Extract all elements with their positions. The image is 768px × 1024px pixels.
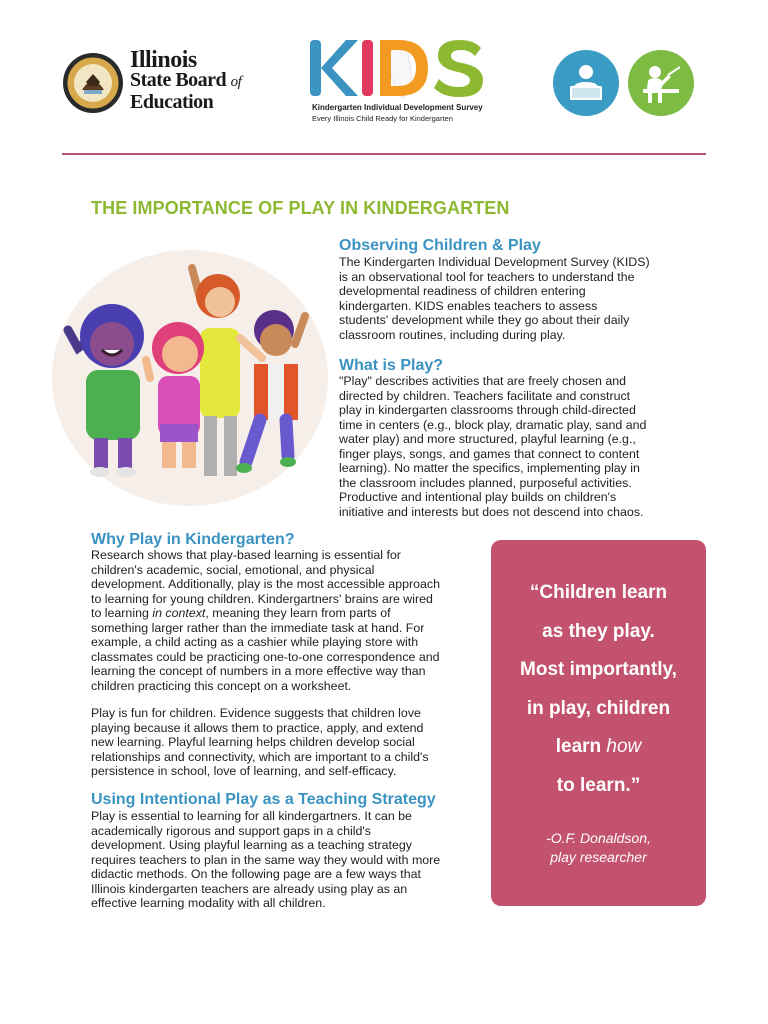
isbe-line-state-board: State Board of bbox=[130, 69, 242, 91]
illinois-state-seal-logo bbox=[62, 52, 124, 114]
what-is-play-line: play in kindergarten classrooms through child-directed bbox=[339, 403, 636, 417]
what-is-play-paragraph bbox=[339, 374, 684, 519]
what-is-play-line: learning). No matter the specifics, implementing play in bbox=[339, 461, 640, 475]
why-play-line: relationships and connectivity, which are important to a child's bbox=[91, 749, 429, 764]
why-play-line: classmates could be practicing one-to-one correspondence and bbox=[91, 649, 440, 664]
intentional-line: effective learning modality with all children. bbox=[91, 896, 326, 910]
why-play-line: Research shows that play-based learning is essential for bbox=[91, 548, 401, 562]
what-is-play-line: time in centers (e.g., block play, dramatic play, sand and bbox=[339, 417, 647, 432]
in-context-emphasis: in context bbox=[152, 606, 206, 620]
playing-children-illustration bbox=[50, 248, 330, 513]
intentional-line: Play is essential to learning for all kindergartners. It can be bbox=[91, 809, 412, 823]
intentional-line: Illinois kindergarten teachers are already using play as an bbox=[91, 881, 408, 896]
kids-subtitle: Kindergarten Individual Development Survey bbox=[312, 103, 483, 112]
observing-line: classroom routines, including during play. bbox=[339, 327, 566, 342]
intentional-line: requires teachers to plan in the same way they would with more bbox=[91, 852, 441, 867]
why-play-line: playing because it allows them to practice, apply, and extend bbox=[91, 720, 424, 735]
quote-line: learn how bbox=[555, 736, 642, 757]
heading-why-play: Why Play in Kindergarten? bbox=[91, 531, 295, 548]
why-play-line: something larger rather than the immediate task at hand. For bbox=[91, 620, 425, 635]
what-is-play-line: "Play" describes activities that are freely chosen and bbox=[339, 374, 627, 388]
teacher-icon bbox=[628, 50, 694, 116]
student-icon bbox=[553, 50, 619, 116]
why-play-paragraph-2 bbox=[91, 706, 483, 779]
heading-what-is-play: What is Play? bbox=[339, 357, 444, 374]
heading-observing: Observing Children & Play bbox=[339, 237, 541, 254]
why-play-line: persistence in school, love of learning, and self-efficacy. bbox=[91, 764, 397, 778]
what-is-play-line: Productive and intentional play builds on children's bbox=[339, 490, 617, 504]
why-play-line: development. Additionally, play is the most accessible approach bbox=[91, 577, 440, 591]
heading-intentional-play: Using Intentional Play as a Teaching Strategy bbox=[91, 791, 436, 808]
quote-line: “Children learn bbox=[529, 582, 668, 603]
what-is-play-line: water play) and more structured, playful learning (e.g., bbox=[339, 432, 636, 446]
why-play-line: learning the concept of numbers in a more effective way than bbox=[91, 664, 426, 678]
why-play-line: Play is fun for children. Evidence suggests that children love bbox=[91, 706, 421, 720]
what-is-play-line: the classroom includes planned, purposeful activities. bbox=[339, 475, 632, 490]
observing-paragraph bbox=[339, 255, 684, 342]
what-is-play-line: directed by children. Teachers facilitate and construct bbox=[339, 388, 631, 403]
quote-box bbox=[491, 540, 706, 906]
quote-attribution bbox=[491, 829, 706, 867]
observing-line: kindergarten. KIDS enables teachers to assess bbox=[339, 298, 598, 313]
page-title: THE IMPORTANCE OF PLAY IN KINDERGARTEN bbox=[91, 198, 510, 218]
intentional-line: didactic methods. On the following page are a few ways that bbox=[91, 867, 421, 881]
isbe-of-word: of bbox=[230, 74, 242, 90]
observing-line: The Kindergarten Individual Development Survey (KIDS) bbox=[339, 255, 650, 269]
isbe-line-education: Education bbox=[130, 91, 214, 113]
quote-line: Most importantly, bbox=[520, 659, 677, 680]
intentional-play-paragraph bbox=[91, 809, 483, 911]
why-play-line: new learning. Playful learning helps children develop social bbox=[91, 735, 415, 749]
intentional-line: development. Using playful learning as a teaching strategy bbox=[91, 838, 412, 852]
what-is-play-line: finger plays, songs, and games that connect to content bbox=[339, 446, 640, 461]
quote-author: -O.F. Donaldson, bbox=[546, 830, 651, 846]
what-is-play-line: initiative and interests but does not descend into chaos. bbox=[339, 504, 644, 519]
isbe-wordmark bbox=[130, 47, 242, 113]
intentional-line: academically rigorous and support gaps in a child's bbox=[91, 823, 371, 838]
quote-author-role: play researcher bbox=[550, 849, 647, 865]
kids-tagline: Every Illinois Child Ready for Kindergarten bbox=[312, 114, 453, 123]
quote-line: in play, children bbox=[526, 697, 671, 719]
quote-text bbox=[491, 574, 706, 805]
quote-how-emphasis: how bbox=[606, 736, 642, 757]
why-play-line: example, a child acting as a cashier while playing store with bbox=[91, 635, 419, 649]
observing-line: is an observational tool for teachers to understand the bbox=[339, 269, 635, 284]
observing-line: students' development while they go about their daily bbox=[339, 313, 630, 327]
quote-line: as they play. bbox=[542, 620, 655, 642]
observing-line: developmental readiness of children entering bbox=[339, 284, 586, 298]
why-play-line: children's academic, social, emotional, and physical bbox=[91, 562, 375, 577]
quote-line: to learn.” bbox=[556, 774, 641, 796]
why-play-line: to learning in context, meaning they learn from parts of bbox=[91, 606, 391, 620]
why-play-line: to learning for young children. Kindergartners' brains are wired bbox=[91, 591, 433, 606]
why-play-paragraph-1 bbox=[91, 548, 483, 693]
header-divider bbox=[62, 153, 706, 155]
isbe-line-illinois: Illinois bbox=[130, 47, 197, 73]
why-play-line: children practicing this concept on a worksheet. bbox=[91, 678, 352, 693]
